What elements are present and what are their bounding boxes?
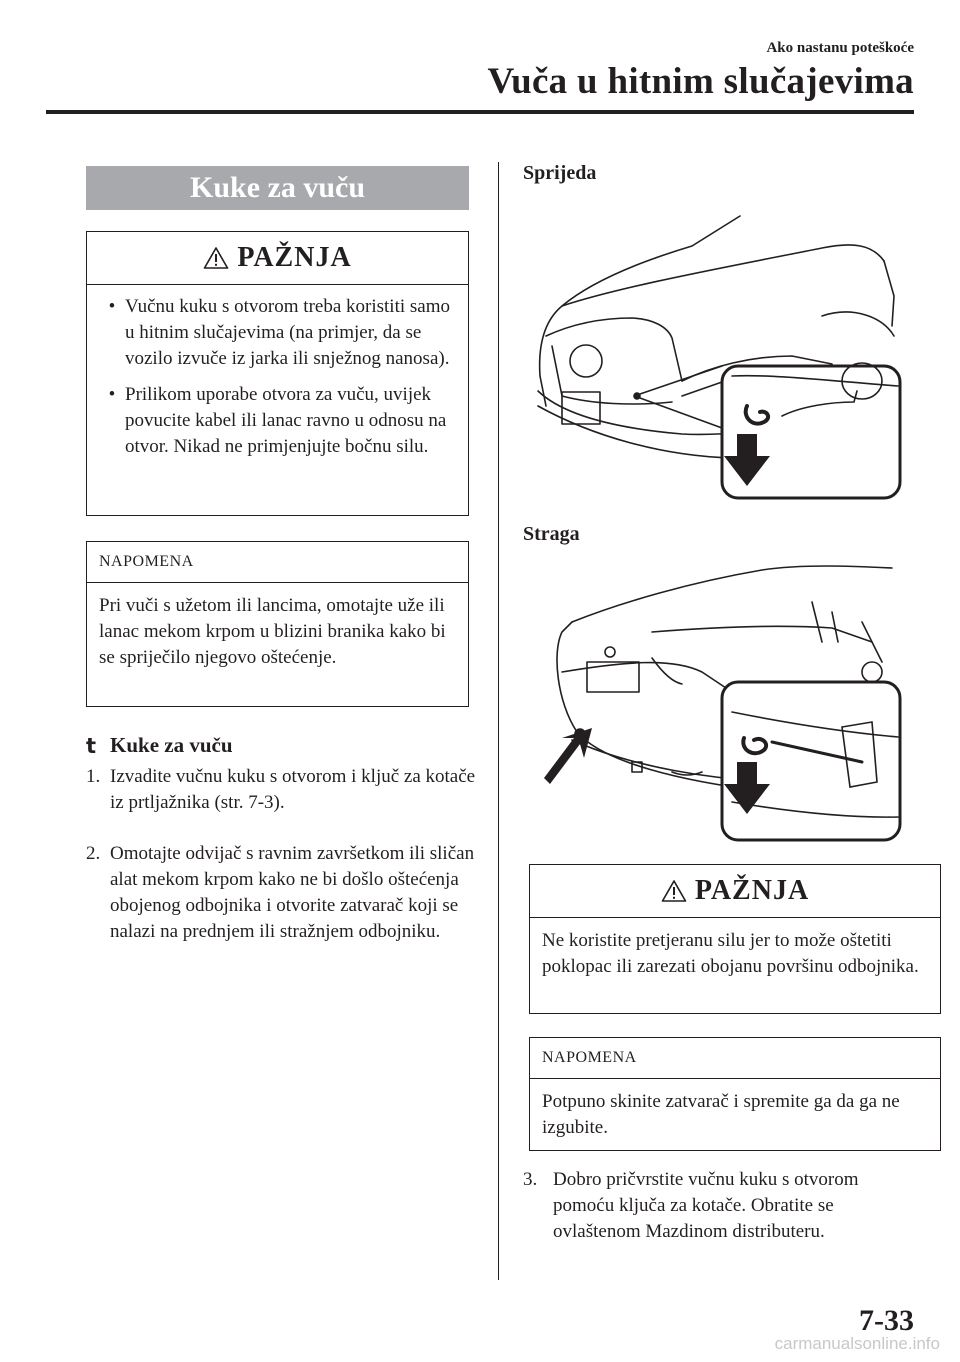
step-text: Dobro pričvrstite vučnu kuku s otvorom pomoću ključa za kotače. Obratite se ovlaštenom Mazdinom distributeru. [553, 1169, 859, 1242]
front-figure-label: Sprijeda [523, 162, 597, 184]
note-box-2 [529, 1037, 941, 1151]
header-rule [46, 110, 914, 114]
caution-heading [87, 232, 468, 285]
subsection-heading [86, 733, 233, 758]
page-title: Vuča u hitnim slučajevima [487, 61, 914, 102]
section-heading: Kuke za vuču [86, 166, 469, 210]
step-2 [86, 841, 476, 945]
step-1 [86, 764, 476, 816]
caution-heading [530, 865, 940, 918]
caution-heading-text: PAŽNJA [237, 242, 352, 273]
caution-bullet-text: Vučnu kuku s otvorom treba koristiti samo u hitnim slučajevima (na primjer, da se vozilo izvuče iz jarka ili snježnog nanosa). [125, 296, 450, 369]
bullet-dot: • [108, 384, 116, 405]
note-heading: NAPOMENA [530, 1038, 940, 1079]
column-divider [498, 162, 499, 1280]
pointer-arrow-icon [544, 728, 592, 784]
step-number: 3. [523, 1169, 538, 1190]
warning-icon [203, 246, 229, 270]
warning-icon [661, 879, 687, 903]
page-number: 7-33 [859, 1304, 914, 1337]
note-text: Pri vuči s užetom ili lancima, omotajte uže ili lanac mekom krpom u blizini branika kako bi se spriječilo njegovo oštećenje. [99, 595, 446, 668]
caution-text: Ne koristite pretjeranu silu jer to može oštetiti poklopac ili zarezati obojanu površinu odbojnika. [542, 930, 919, 977]
step-number: 2. [86, 843, 101, 864]
note-text: Potpuno skinite zatvarač i spremite ga da ga ne izgubite. [542, 1091, 900, 1138]
caution-box-2 [529, 864, 941, 1014]
subsection-title: Kuke za vuču [110, 733, 233, 757]
rear-figure-label: Straga [523, 523, 580, 545]
caution-box-1 [86, 231, 469, 516]
bullet-dot: • [108, 296, 116, 317]
note-heading: NAPOMENA [87, 542, 468, 583]
caution-heading-text: PAŽNJA [694, 875, 810, 906]
caution-bullet-text: Prilikom uporabe otvora za vuču, uvijek povucite kabel ili lanac ravno u odnosu na otvor. Nikad ne primjenjujte bočnu silu. [125, 384, 447, 457]
chapter-name: Ako nastanu poteškoće [766, 40, 914, 56]
caution-bullet [99, 294, 456, 372]
step-3 [523, 1167, 923, 1245]
front-bumper-illustration [532, 206, 916, 506]
step-number: 1. [86, 766, 101, 787]
note-box-1 [86, 541, 469, 707]
step-text: Izvadite vučnu kuku s otvorom i ključ za kotače iz prtljažnika (str. 7-3). [110, 766, 476, 813]
watermark: carmanualsonline.info [774, 1334, 940, 1353]
subsection-marker: t [86, 733, 97, 758]
caution-bullet [99, 382, 456, 460]
step-text: Omotajte odvijač s ravnim završetkom ili sličan alat mekom krpom kako ne bi došlo oštećenja obojenog odbojnika i otvorite zatvarač koji se nalazi na prednjem ili stražnjem odbojniku. [110, 843, 475, 942]
rear-bumper-illustration [532, 562, 916, 848]
